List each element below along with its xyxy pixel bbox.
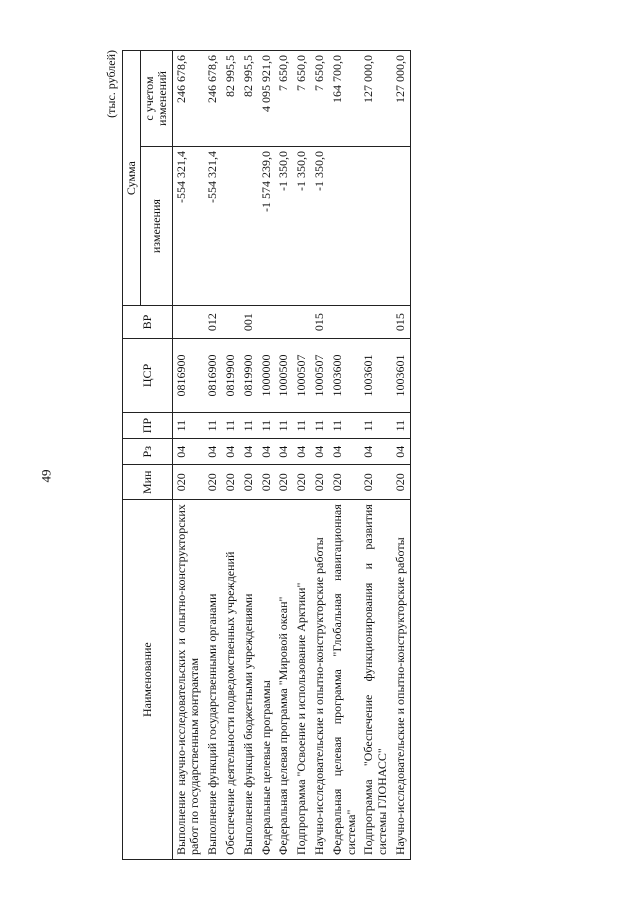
row-name: Выполнение функций государственными органами — [204, 500, 222, 860]
row-name: Подпрограмма "Освоение и использование Арктики" — [293, 500, 311, 860]
row-change: -1 350,0 — [293, 147, 311, 306]
row-csr: 0816900 — [204, 338, 222, 412]
table-row — [240, 51, 258, 860]
table-row — [275, 51, 293, 860]
row-pr: 11 — [392, 413, 410, 439]
table-row — [360, 51, 392, 860]
row-csr: 1000000 — [258, 338, 276, 412]
header-with-change: с учетом изменений — [141, 51, 172, 147]
row-vr — [258, 306, 276, 339]
row-pr: 11 — [293, 413, 311, 439]
header-sum: Сумма — [123, 51, 141, 306]
row-csr: 1000500 — [275, 338, 293, 412]
row-min: 020 — [293, 465, 311, 500]
row-change — [240, 147, 258, 306]
row-min: 020 — [311, 465, 329, 500]
row-name: Обеспечение деятельности подведомственных учреждений — [222, 500, 240, 860]
table-row — [311, 51, 329, 860]
row-with-change: 82 995,5 — [240, 51, 258, 147]
row-min: 020 — [222, 465, 240, 500]
header-csr: ЦСР — [123, 338, 173, 412]
header-name: Наименование — [123, 500, 173, 860]
row-with-change: 7 650,0 — [275, 51, 293, 147]
row-vr: 015 — [311, 306, 329, 339]
row-with-change: 4 095 921,0 — [258, 51, 276, 147]
row-vr — [172, 306, 204, 339]
row-pr: 11 — [311, 413, 329, 439]
row-min: 020 — [204, 465, 222, 500]
row-csr: 1003600 — [329, 338, 361, 412]
table-row — [204, 51, 222, 860]
units-caption: (тыс. рублей) — [104, 50, 118, 118]
row-min: 020 — [360, 465, 392, 500]
row-change — [222, 147, 240, 306]
row-change — [360, 147, 392, 306]
row-change: -1 574 239,0 — [258, 147, 276, 306]
row-pr: 11 — [172, 413, 204, 439]
row-with-change: 7 650,0 — [293, 51, 311, 147]
row-change: -554 321,4 — [204, 147, 222, 306]
row-rz: 04 — [293, 439, 311, 465]
row-rz: 04 — [329, 439, 361, 465]
row-with-change: 82 995,5 — [222, 51, 240, 147]
row-pr: 11 — [222, 413, 240, 439]
table-row — [222, 51, 240, 860]
row-name: Выполнение функций бюджетными учреждениями — [240, 500, 258, 860]
row-rz: 04 — [204, 439, 222, 465]
row-name: Выполнение научно-исследовательских и опытно-конструкторских работ по государственным контрактам — [172, 500, 204, 860]
row-rz: 04 — [172, 439, 204, 465]
row-csr: 0819900 — [222, 338, 240, 412]
row-name: Федеральные целевые программы — [258, 500, 276, 860]
row-pr: 11 — [258, 413, 276, 439]
row-pr: 11 — [204, 413, 222, 439]
row-csr: 1003601 — [360, 338, 392, 412]
row-vr — [329, 306, 361, 339]
row-with-change: 127 000,0 — [360, 51, 392, 147]
row-change: -1 350,0 — [275, 147, 293, 306]
row-rz: 04 — [311, 439, 329, 465]
row-name: Научно-исследовательские и опытно-конструкторские работы — [311, 500, 329, 860]
row-csr: 0816900 — [172, 338, 204, 412]
row-rz: 04 — [222, 439, 240, 465]
row-rz: 04 — [360, 439, 392, 465]
header-vr: ВР — [123, 306, 173, 339]
row-min: 020 — [275, 465, 293, 500]
row-vr — [293, 306, 311, 339]
row-pr: 11 — [240, 413, 258, 439]
header-min: Мин — [123, 465, 173, 500]
row-name: Подпрограмма "Обеспечение функционирования и развития системы ГЛОНАСС" — [360, 500, 392, 860]
row-pr: 11 — [275, 413, 293, 439]
row-change: -1 350,0 — [311, 147, 329, 306]
table-body — [172, 51, 410, 860]
row-min: 020 — [258, 465, 276, 500]
table-row — [172, 51, 204, 860]
row-min: 020 — [329, 465, 361, 500]
row-vr: 012 — [204, 306, 222, 339]
row-rz: 04 — [392, 439, 410, 465]
table-row — [293, 51, 311, 860]
table-row — [392, 51, 410, 860]
page-number: 49 — [38, 469, 54, 483]
row-csr: 1000507 — [311, 338, 329, 412]
row-name: Федеральная целевая программа "Глобальная навигационная система" — [329, 500, 361, 860]
row-min: 020 — [240, 465, 258, 500]
row-csr: 1003601 — [392, 338, 410, 412]
row-with-change: 127 000,0 — [392, 51, 410, 147]
row-csr: 1000507 — [293, 338, 311, 412]
row-min: 020 — [172, 465, 204, 500]
row-change — [392, 147, 410, 306]
row-with-change: 7 650,0 — [311, 51, 329, 147]
table-header — [123, 51, 173, 860]
rotated-page-content — [104, 50, 534, 860]
row-vr — [275, 306, 293, 339]
row-rz: 04 — [240, 439, 258, 465]
row-vr — [360, 306, 392, 339]
table-row — [258, 51, 276, 860]
row-with-change: 246 678,6 — [172, 51, 204, 147]
row-min: 020 — [392, 465, 410, 500]
row-vr: 015 — [392, 306, 410, 339]
row-pr: 11 — [329, 413, 361, 439]
row-csr: 0819900 — [240, 338, 258, 412]
header-change: изменения — [141, 147, 172, 306]
row-name: Федеральная целевая программа "Мировой океан" — [275, 500, 293, 860]
row-pr: 11 — [360, 413, 392, 439]
header-pr: ПР — [123, 413, 173, 439]
row-with-change: 164 700,0 — [329, 51, 361, 147]
row-rz: 04 — [275, 439, 293, 465]
budget-table — [122, 50, 411, 860]
row-with-change: 246 678,6 — [204, 51, 222, 147]
row-name: Научно-исследовательские и опытно-конструкторские работы — [392, 500, 410, 860]
header-rz: Рз — [123, 439, 173, 465]
row-vr — [222, 306, 240, 339]
row-change — [329, 147, 361, 306]
table-row — [329, 51, 361, 860]
row-rz: 04 — [258, 439, 276, 465]
row-change: -554 321,4 — [172, 147, 204, 306]
row-vr: 001 — [240, 306, 258, 339]
